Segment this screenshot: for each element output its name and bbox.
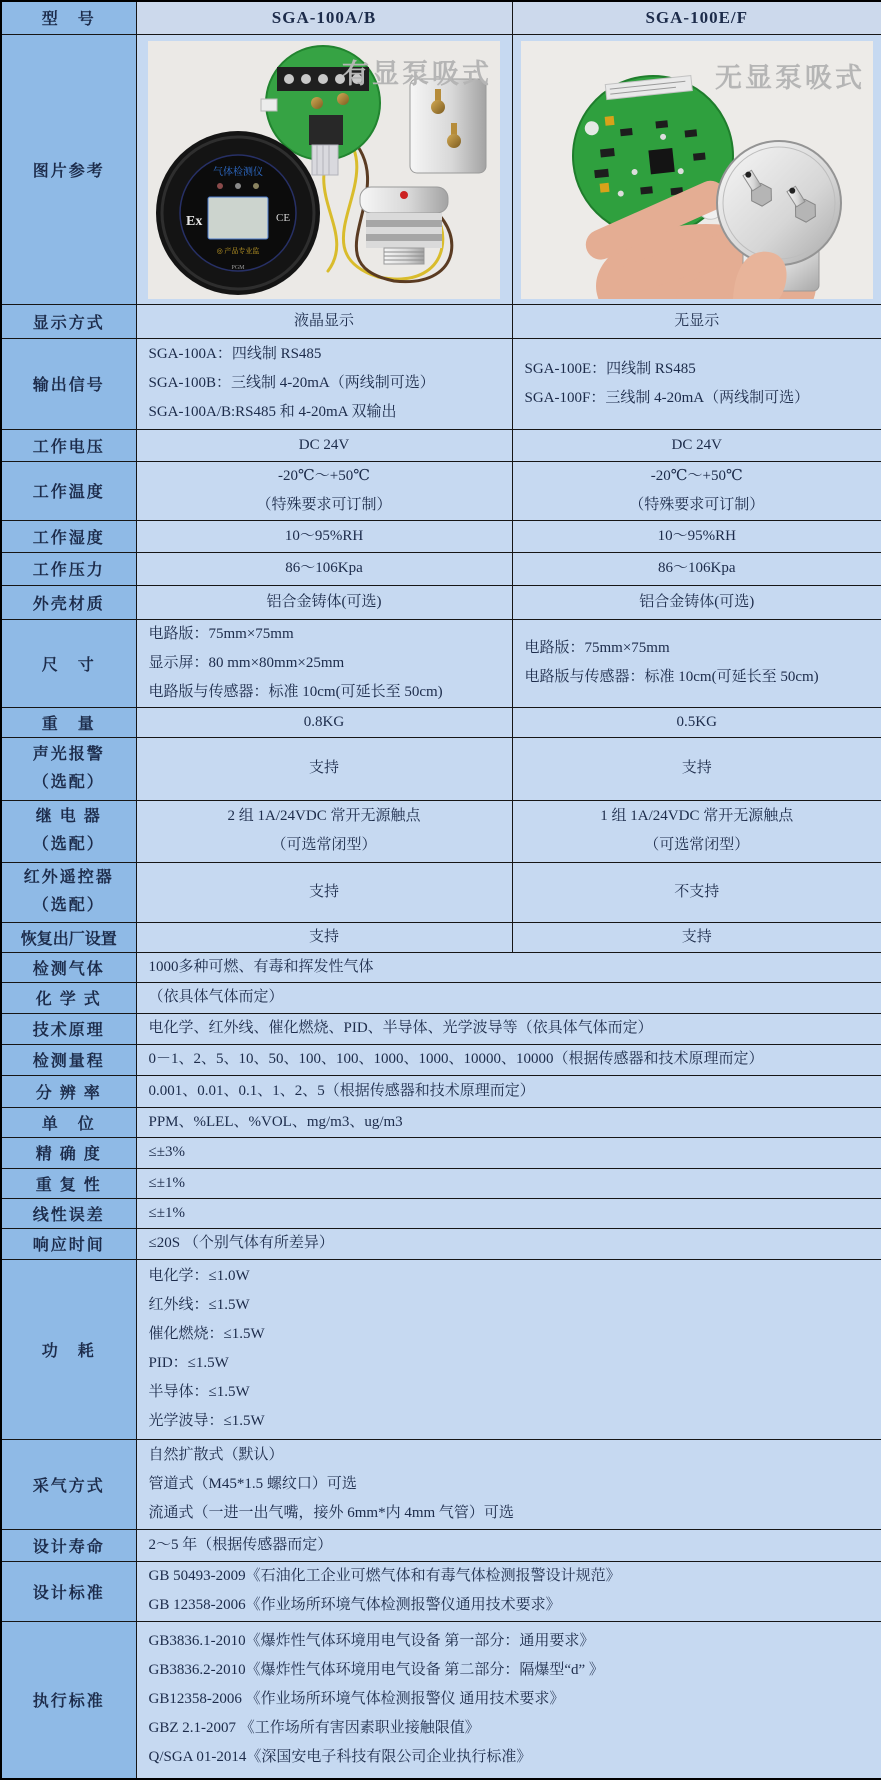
cell-line: 显示屏：80 mm×80mm×25mm <box>149 649 512 678</box>
span-value-cell <box>136 1168 881 1198</box>
table-row <box>1 862 881 922</box>
cell-line: 86～106Kpa <box>137 554 512 583</box>
row-label: 重 量 <box>1 707 136 737</box>
table-row <box>1 1075 881 1107</box>
cell-line: PID：≤1.5W <box>149 1349 881 1378</box>
table-row <box>1 1439 881 1529</box>
cell-line: 催化燃烧：≤1.5W <box>149 1320 881 1349</box>
cell-line: 不支持 <box>513 878 881 907</box>
cell-line: DC 24V <box>137 431 512 460</box>
table-row <box>1 982 881 1013</box>
span-value-cell <box>136 952 881 982</box>
cell-line: 支持 <box>137 923 512 952</box>
row-label: 恢复出厂设置 <box>1 922 136 952</box>
cell-line: ≤±1% <box>149 1169 881 1198</box>
span-value-cell <box>136 1013 881 1044</box>
row-label: 技术原理 <box>1 1013 136 1044</box>
svg-text:PGM: PGM <box>231 265 245 271</box>
span-value-cell <box>136 1561 881 1621</box>
row-label: 响应时间 <box>1 1228 136 1259</box>
cell-line: SGA-100F：三线制 4-20mA（两线制可选） <box>525 384 881 413</box>
table-row <box>1 952 881 982</box>
header-model-label: 型 号 <box>1 1 136 34</box>
table-row <box>1 552 881 585</box>
value-cell-b <box>512 520 881 552</box>
cell-line: GB 50493-2009《石油化工企业可燃气体和有毒气体检测报警设计规范》 <box>149 1562 881 1591</box>
table-row <box>1 1107 881 1137</box>
table-row <box>1 520 881 552</box>
cell-line: 支持 <box>137 754 512 783</box>
value-cell-a <box>136 737 512 800</box>
row-label: 执行标准 <box>1 1621 136 1779</box>
cell-line: 电路版：75mm×75mm <box>525 634 881 663</box>
photo-row-label: 图片参考 <box>1 34 136 304</box>
table-row <box>1 585 881 619</box>
cell-line: 管道式（M45*1.5 螺纹口）可选 <box>149 1470 881 1499</box>
value-cell-b <box>512 338 881 429</box>
table-row <box>1 1137 881 1168</box>
cell-line: 电路版与传感器：标准 10cm(可延长至 50cm) <box>525 663 881 692</box>
span-value-cell <box>136 1529 881 1561</box>
value-cell-b <box>512 862 881 922</box>
svg-text:Ex: Ex <box>186 214 202 229</box>
table-row <box>1 1228 881 1259</box>
row-label: 设计寿命 <box>1 1529 136 1561</box>
cell-line: DC 24V <box>513 431 881 460</box>
cell-line: 2 组 1A/24VDC 常开无源触点 <box>137 802 512 831</box>
value-cell-b <box>512 737 881 800</box>
product-photo-b <box>521 41 873 299</box>
table-row <box>1 800 881 862</box>
table-row <box>1 922 881 952</box>
table-row <box>1 1621 881 1779</box>
cell-line: 液晶显示 <box>137 307 512 336</box>
cell-line: ≤±1% <box>149 1199 881 1228</box>
row-label: 化 学 式 <box>1 982 136 1013</box>
cell-line: 电路版与传感器：标准 10cm(可延长至 50cm) <box>149 678 512 707</box>
value-cell-b <box>512 304 881 338</box>
table-row <box>1 737 881 800</box>
row-label: 工作温度 <box>1 461 136 520</box>
cell-line: 铝合金铸体(可选) <box>513 588 881 617</box>
cell-line: 0.001、0.01、0.1、1、2、5（根据传感器和技术原理而定） <box>149 1077 881 1106</box>
cell-line: （可选常闭型） <box>137 831 512 860</box>
cell-line: 红外线：≤1.5W <box>149 1291 881 1320</box>
row-label: 工作湿度 <box>1 520 136 552</box>
table-row <box>1 429 881 461</box>
cell-line: SGA-100E：四线制 RS485 <box>525 355 881 384</box>
value-cell-a <box>136 707 512 737</box>
row-label: 工作压力 <box>1 552 136 585</box>
cell-line: SGA-100A/B:RS485 和 4-20mA 双输出 <box>149 398 512 427</box>
row-label: 输出信号 <box>1 338 136 429</box>
row-label: 检测气体 <box>1 952 136 982</box>
cell-line: （可选常闭型） <box>513 831 881 860</box>
value-cell-a <box>136 429 512 461</box>
product-photo-a <box>148 41 500 299</box>
cell-line: 电化学、红外线、催化燃烧、PID、半导体、光学波导等（依具体气体而定） <box>149 1014 881 1043</box>
table-row <box>1 1 881 34</box>
cell-line: 10～95%RH <box>137 522 512 551</box>
row-label-line: （选配） <box>2 892 136 920</box>
cell-line: SGA-100B：三线制 4-20mA（两线制可选） <box>149 369 512 398</box>
span-value-cell <box>136 982 881 1013</box>
cell-line: 铝合金铸体(可选) <box>137 588 512 617</box>
row-label <box>1 862 136 922</box>
photo-cell-b <box>512 34 881 304</box>
table-row <box>1 1013 881 1044</box>
row-label-line: （选配） <box>2 831 136 859</box>
row-label-line: 继 电 器 <box>2 803 136 831</box>
row-label: 重 复 性 <box>1 1168 136 1198</box>
cell-line: ≤±3% <box>149 1138 881 1167</box>
table-row <box>1 1561 881 1621</box>
table-row <box>1 34 881 304</box>
value-cell-a <box>136 800 512 862</box>
value-cell-a <box>136 552 512 585</box>
value-cell-b <box>512 585 881 619</box>
cell-line: GB3836.2-2010《爆炸性气体环境用电气设备 第二部分：隔爆型“d” 》 <box>149 1656 881 1685</box>
span-value-cell <box>136 1259 881 1439</box>
span-value-cell <box>136 1107 881 1137</box>
value-cell-a <box>136 338 512 429</box>
header-model-b: SGA-100E/F <box>512 1 881 34</box>
svg-text:CE: CE <box>276 212 290 224</box>
span-value-cell <box>136 1137 881 1168</box>
cell-line: 无显示 <box>513 307 881 336</box>
row-label: 功 耗 <box>1 1259 136 1439</box>
row-label: 设计标准 <box>1 1561 136 1621</box>
cell-line: 1000多种可燃、有毒和挥发性气体 <box>149 953 881 982</box>
cell-line: GBZ 2.1-2007 《工作场所有害因素职业接触限值》 <box>149 1714 881 1743</box>
row-label: 线性误差 <box>1 1198 136 1228</box>
value-cell-a <box>136 461 512 520</box>
cell-line: 支持 <box>513 754 881 783</box>
cell-line: 支持 <box>137 878 512 907</box>
gauge-display <box>156 131 320 295</box>
cell-line: SGA-100A：四线制 RS485 <box>149 340 512 369</box>
cell-line: GB12358-2006 《作业场所环境气体检测报警仪 通用技术要求》 <box>149 1685 881 1714</box>
table-row <box>1 338 881 429</box>
cell-line: 自然扩散式（默认） <box>149 1441 881 1470</box>
row-label-line: （选配） <box>2 769 136 797</box>
cell-line: 10～95%RH <box>513 522 881 551</box>
table-row <box>1 1259 881 1439</box>
table-row <box>1 1168 881 1198</box>
row-label: 尺 寸 <box>1 619 136 707</box>
table-row <box>1 1044 881 1075</box>
value-cell-a <box>136 520 512 552</box>
cell-line: GB 12358-2006《作业场所环境气体检测报警仪通用技术要求》 <box>149 1591 881 1620</box>
cell-line: Q/SGA 01-2014《深国安电子科技有限公司企业执行标准》 <box>149 1743 881 1772</box>
value-cell-a <box>136 585 512 619</box>
value-cell-b <box>512 552 881 585</box>
value-cell-a <box>136 619 512 707</box>
cell-line: 半导体：≤1.5W <box>149 1378 881 1407</box>
row-label-line: 声光报警 <box>2 741 136 769</box>
cell-line: 支持 <box>513 923 881 952</box>
cell-line: （特殊要求可订制） <box>137 491 512 520</box>
value-cell-b <box>512 461 881 520</box>
cell-line: 1 组 1A/24VDC 常开无源触点 <box>513 802 881 831</box>
svg-text:◎ 产品专业监: ◎ 产品专业监 <box>217 246 260 255</box>
header-model-a: SGA-100A/B <box>136 1 512 34</box>
cell-line: GB3836.1-2010《爆炸性气体环境用电气设备 第一部分：通用要求》 <box>149 1627 881 1656</box>
row-label: 工作电压 <box>1 429 136 461</box>
watermark-text-a: 有显泵吸式 <box>342 59 492 89</box>
cell-line: 流通式（一进一出气嘴，接外 6mm*内 4mm 气管）可选 <box>149 1499 881 1528</box>
value-cell-a <box>136 862 512 922</box>
cell-line: ≤20S （个别气体有所差异） <box>149 1229 881 1258</box>
row-label: 检测量程 <box>1 1044 136 1075</box>
value-cell-a <box>136 304 512 338</box>
cell-line: 0.5KG <box>513 708 881 737</box>
value-cell-b <box>512 800 881 862</box>
cell-line: 86～106Kpa <box>513 554 881 583</box>
table-row <box>1 461 881 520</box>
cell-line: 0－1、2、5、10、50、100、100、1000、1000、10000、10000（根据传感器和技术原理而定） <box>149 1045 881 1074</box>
span-value-cell <box>136 1198 881 1228</box>
photo-cell-a <box>136 34 512 304</box>
cell-line: PPM、%LEL、%VOL、mg/m3、ug/m3 <box>149 1108 881 1137</box>
cell-line: （特殊要求可订制） <box>513 491 881 520</box>
cell-line: -20℃～+50℃ <box>513 462 881 491</box>
table-row <box>1 304 881 338</box>
value-cell-b <box>512 922 881 952</box>
span-value-cell <box>136 1228 881 1259</box>
span-value-cell <box>136 1439 881 1529</box>
row-label: 分 辨 率 <box>1 1075 136 1107</box>
cell-line: （依具体气体而定） <box>149 983 881 1012</box>
row-label: 外壳材质 <box>1 585 136 619</box>
span-value-cell <box>136 1044 881 1075</box>
row-label: 显示方式 <box>1 304 136 338</box>
pump-cylinder <box>410 79 486 173</box>
value-cell-a <box>136 922 512 952</box>
cell-line: 光学波导：≤1.5W <box>149 1407 881 1436</box>
value-cell-b <box>512 707 881 737</box>
svg-text:气体检测仪: 气体检测仪 <box>213 165 263 178</box>
span-value-cell <box>136 1621 881 1779</box>
row-label: 精 确 度 <box>1 1137 136 1168</box>
row-label-line: 红外遥控器 <box>2 864 136 892</box>
cell-line: 0.8KG <box>137 708 512 737</box>
row-label: 单 位 <box>1 1107 136 1137</box>
span-value-cell <box>136 1075 881 1107</box>
table-row <box>1 1198 881 1228</box>
row-label <box>1 737 136 800</box>
row-label: 采气方式 <box>1 1439 136 1529</box>
table-row <box>1 619 881 707</box>
table-row <box>1 1529 881 1561</box>
cell-line: 电化学：≤1.0W <box>149 1262 881 1291</box>
cell-line: 2～5 年（根据传感器而定） <box>149 1531 881 1560</box>
value-cell-b <box>512 619 881 707</box>
cell-line: 电路版：75mm×75mm <box>149 620 512 649</box>
value-cell-b <box>512 429 881 461</box>
watermark-text-b: 无显泵吸式 <box>715 63 865 93</box>
cell-line: -20℃～+50℃ <box>137 462 512 491</box>
table-row <box>1 707 881 737</box>
row-label <box>1 800 136 862</box>
